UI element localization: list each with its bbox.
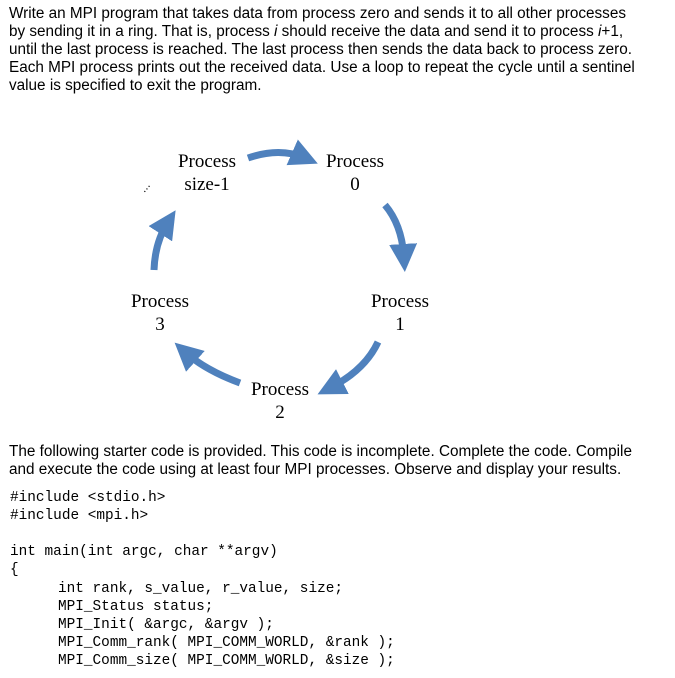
instructions-line-1: The following starter code is provided. This code is incomplete. Complete the code. Compile xyxy=(9,443,632,460)
node-process-1-label: Process xyxy=(370,291,430,312)
arrow-2-to-3 xyxy=(185,352,240,383)
node-process-2-label: Process xyxy=(250,379,310,400)
problem-line-3: until the last process is reached. The last process then sends the data back to process zero. xyxy=(9,41,632,58)
code-mpi-init: MPI_Init( &argc, &argv ); xyxy=(58,617,274,633)
node-process-2-id: 2 xyxy=(275,402,285,423)
code-comm-rank: MPI_Comm_rank( MPI_COMM_WORLD, &rank ); xyxy=(58,635,395,651)
node-process-3-id: 3 xyxy=(155,314,165,335)
node-process-0-label: Process xyxy=(325,151,385,172)
code-main-signature: int main(int argc, char **argv) xyxy=(10,544,278,560)
node-process-1-id: 1 xyxy=(395,314,405,335)
node-process-size-label: Process xyxy=(177,151,237,172)
problem-line-1: Write an MPI program that takes data from process zero and sends it to all other processes xyxy=(9,5,626,22)
node-process-3-label: Process xyxy=(130,291,190,312)
code-include-stdio: #include <stdio.h> xyxy=(10,490,166,506)
arrow-3-to-size xyxy=(154,222,168,270)
code-status: MPI_Status status; xyxy=(58,599,214,615)
code-open-brace: { xyxy=(10,562,19,578)
node-process-size-id: size-1 xyxy=(184,174,230,195)
problem-line-4: Each MPI process prints out the received data. Use a loop to repeat the cycle until a sentinel xyxy=(9,59,635,76)
code-comm-size: MPI_Comm_size( MPI_COMM_WORLD, &size ); xyxy=(58,653,395,669)
problem-line-2: by sending it in a ring. That is, process i should receive the data and send it to process i+1, xyxy=(9,23,624,40)
arrow-size-to-0 xyxy=(248,153,305,159)
instructions xyxy=(9,443,665,479)
code-declarations: int rank, s_value, r_value, size; xyxy=(58,581,343,597)
node-process-0-id: 0 xyxy=(350,174,360,195)
ellipsis: ... xyxy=(135,178,153,196)
code-include-mpi: #include <mpi.h> xyxy=(10,508,149,524)
problem-line-5: value is specified to exit the program. xyxy=(9,77,262,94)
arrow-1-to-2 xyxy=(330,342,378,388)
instructions-line-2: and execute the code using at least four MPI processes. Observe and display your results. xyxy=(9,461,622,478)
arrow-0-to-1 xyxy=(385,205,404,258)
